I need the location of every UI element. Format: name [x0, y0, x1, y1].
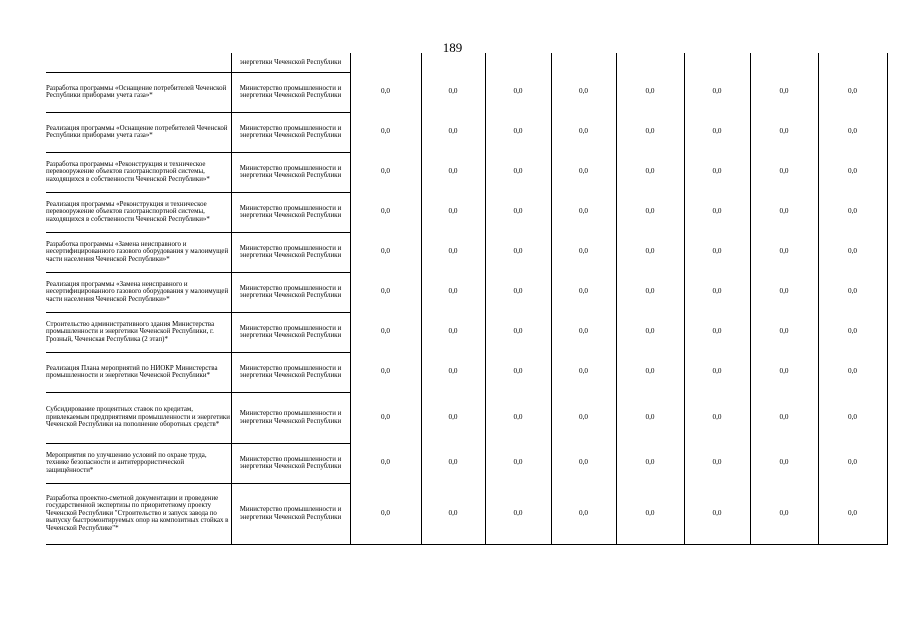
value-text: 0,0 — [513, 127, 523, 136]
value-text: 0,0 — [579, 87, 588, 96]
value-cell — [551, 232, 616, 272]
measure-name-cell: Реализация программы «Оснащение потребителей Чеченской Республики приборами учета газа»* — [46, 112, 231, 152]
value-text: 0,0 — [779, 458, 789, 467]
value-cell — [551, 272, 616, 312]
measure-name-cell: Разработка проектно-сметной документации и проведение государственной экспертизы по приоритетному проекту Чеченской Республики "Строительство и запуск завода по выпуску быстромонтируемых опор на композитных стойках в Чеченской Республике"* — [46, 483, 231, 544]
measure-name-cell: Строительство административного здания Министерства промышленности и энергетики Чеченской Республики, г. Грозный, Чеченская Республика (2 этап)* — [46, 312, 231, 352]
value-cell — [818, 272, 887, 312]
value-cell — [350, 483, 421, 544]
value-cell — [684, 352, 750, 392]
value-text: 0,0 — [513, 327, 523, 336]
value-cell — [485, 352, 551, 392]
value-text: 0,0 — [579, 127, 588, 136]
value-cell — [421, 392, 485, 443]
value-cell — [551, 483, 616, 544]
measure-name-cell: Мероприятия по улучшению условий по охране труда, технике безопасности и антитеррористической защищённости* — [46, 443, 231, 483]
value-text: 0,0 — [381, 367, 390, 376]
value-cell — [750, 53, 818, 72]
value-text: 0,0 — [779, 167, 789, 176]
value-cell — [684, 272, 750, 312]
value-text: 0,0 — [381, 167, 390, 176]
value-text: 0,0 — [513, 508, 523, 517]
value-cell — [616, 392, 684, 443]
value-text: 0,0 — [381, 247, 390, 256]
table-row — [46, 392, 887, 443]
value-text: 0,0 — [779, 207, 789, 216]
value-text: 0,0 — [779, 127, 789, 136]
value-cell — [485, 443, 551, 483]
value-text: 0,0 — [448, 508, 458, 517]
value-text: 0,0 — [645, 127, 655, 136]
value-cell — [350, 53, 421, 72]
measure-name-cell: Разработка программы «Оснащение потребителей Чеченской Республики приборами учета газа»* — [46, 72, 231, 112]
value-cell — [684, 192, 750, 232]
value-cell — [551, 352, 616, 392]
value-text: 0,0 — [448, 247, 458, 256]
measure-name-cell: Реализация Плана мероприятий по НИОКР Министерства промышленности и энергетики Чеченской Республики* — [46, 352, 231, 392]
table-row — [46, 152, 887, 192]
value-cell — [485, 192, 551, 232]
table-body — [46, 72, 887, 544]
value-cell — [818, 53, 887, 72]
value-cell — [421, 232, 485, 272]
value-cell — [818, 232, 887, 272]
value-cell — [485, 312, 551, 352]
value-cell — [750, 152, 818, 192]
executor-cell: Министерство промышленности и энергетики Чеченской Республики — [231, 352, 350, 392]
value-text: 0,0 — [848, 87, 857, 96]
value-cell — [616, 443, 684, 483]
value-cell — [818, 392, 887, 443]
value-cell — [750, 232, 818, 272]
executor-cell: Министерство промышленности и энергетики Чеченской Республики — [231, 272, 350, 312]
table-row — [46, 312, 887, 352]
value-cell — [485, 483, 551, 544]
measure-name-cell: Субсидирование процентных ставок по кредитам, привлекаемым предприятиями промышленности и энергетики Чеченской Республики на пополнение оборотных средств* — [46, 392, 231, 443]
value-text: 0,0 — [579, 207, 588, 216]
value-text: 0,0 — [513, 87, 523, 96]
value-cell — [684, 392, 750, 443]
value-cell — [684, 443, 750, 483]
value-cell — [485, 152, 551, 192]
value-cell — [684, 112, 750, 152]
value-cell — [818, 72, 887, 112]
value-cell — [421, 152, 485, 192]
value-text: 0,0 — [448, 412, 458, 421]
value-cell — [421, 112, 485, 152]
value-text: 0,0 — [645, 207, 655, 216]
measure-name-cell: Разработка программы «Реконструкция и техническое перевооружение объектов газотранспортной системы, находящихся в собственности Чеченской Республики»* — [46, 152, 231, 192]
value-cell — [818, 192, 887, 232]
executor-cell: Министерство промышленности и энергетики Чеченской Республики — [231, 232, 350, 272]
value-text: 0,0 — [513, 207, 523, 216]
value-cell — [350, 152, 421, 192]
value-text: 0,0 — [779, 412, 789, 421]
value-cell — [350, 112, 421, 152]
value-text: 0,0 — [448, 458, 458, 467]
value-text: 0,0 — [645, 508, 655, 517]
value-text: 0,0 — [579, 458, 588, 467]
value-cell — [684, 72, 750, 112]
value-cell — [616, 312, 684, 352]
value-cell — [750, 272, 818, 312]
value-cell — [818, 443, 887, 483]
value-cell — [350, 352, 421, 392]
value-cell — [818, 483, 887, 544]
value-text: 0,0 — [779, 247, 789, 256]
value-text: 0,0 — [645, 367, 655, 376]
value-cell — [485, 72, 551, 112]
value-text: 0,0 — [712, 412, 722, 421]
value-text: 0,0 — [513, 412, 523, 421]
table-row — [46, 72, 887, 112]
value-cell — [421, 192, 485, 232]
value-cell — [350, 443, 421, 483]
value-text: 0,0 — [712, 207, 722, 216]
value-cell — [485, 112, 551, 152]
value-text: 0,0 — [645, 87, 655, 96]
executor-cell: Министерство промышленности и энергетики Чеченской Республики — [231, 72, 350, 112]
executor-cell: Министерство промышленности и энергетики Чеченской Республики — [231, 312, 350, 352]
value-text: 0,0 — [779, 287, 789, 296]
value-text: 0,0 — [513, 458, 523, 467]
value-text: 0,0 — [712, 127, 722, 136]
value-text: 0,0 — [645, 327, 655, 336]
program-table — [46, 53, 888, 545]
value-text: 0,0 — [513, 167, 523, 176]
value-cell — [818, 152, 887, 192]
value-cell — [421, 72, 485, 112]
value-text: 0,0 — [848, 287, 857, 296]
value-cell — [421, 53, 485, 72]
value-cell — [350, 312, 421, 352]
value-text: 0,0 — [712, 367, 722, 376]
value-text: 0,0 — [381, 458, 390, 467]
value-cell — [551, 392, 616, 443]
value-cell — [421, 483, 485, 544]
value-text: 0,0 — [848, 127, 857, 136]
value-text: 0,0 — [579, 327, 588, 336]
value-cell — [684, 312, 750, 352]
value-cell — [616, 232, 684, 272]
value-text: 0,0 — [381, 412, 390, 421]
value-text: 0,0 — [779, 327, 789, 336]
value-text: 0,0 — [712, 247, 722, 256]
value-text: 0,0 — [712, 458, 722, 467]
value-cell — [551, 112, 616, 152]
value-cell — [616, 352, 684, 392]
value-cell — [551, 443, 616, 483]
value-cell — [750, 443, 818, 483]
value-text: 0,0 — [579, 412, 588, 421]
value-text: 0,0 — [448, 367, 458, 376]
executor-cell: Министерство промышленности и энергетики Чеченской Республики — [231, 443, 350, 483]
value-cell — [616, 53, 684, 72]
value-cell — [750, 483, 818, 544]
value-cell — [485, 232, 551, 272]
value-cell — [350, 232, 421, 272]
value-text: 0,0 — [712, 508, 722, 517]
value-cell — [616, 112, 684, 152]
value-text: 0,0 — [645, 247, 655, 256]
value-cell — [750, 72, 818, 112]
value-text: 0,0 — [381, 287, 390, 296]
table-row — [46, 483, 887, 544]
value-cell — [485, 272, 551, 312]
table-row — [46, 192, 887, 232]
value-cell — [421, 312, 485, 352]
value-text: 0,0 — [448, 327, 458, 336]
value-text: 0,0 — [579, 367, 588, 376]
value-cell — [485, 53, 551, 72]
measure-name-cell: Разработка программы «Замена неисправного и несертифицированного газового оборудования у малоимущей части населения Чеченской Республики»* — [46, 232, 231, 272]
value-text: 0,0 — [513, 247, 523, 256]
value-text: 0,0 — [848, 167, 857, 176]
value-text: 0,0 — [712, 287, 722, 296]
value-cell — [818, 312, 887, 352]
table-row — [46, 232, 887, 272]
value-cell — [684, 152, 750, 192]
value-text: 0,0 — [712, 167, 722, 176]
measure-name-cell: Реализация программы «Реконструкция и техническое перевооружение объектов газотранспортной системы, находящихся в собственности Чеченской Республики»* — [46, 192, 231, 232]
value-cell — [616, 192, 684, 232]
value-text: 0,0 — [579, 508, 588, 517]
value-text: 0,0 — [448, 287, 458, 296]
value-cell — [350, 272, 421, 312]
value-cell — [551, 312, 616, 352]
value-cell — [616, 72, 684, 112]
value-text: 0,0 — [645, 412, 655, 421]
value-cell — [616, 272, 684, 312]
value-cell — [421, 272, 485, 312]
value-text: 0,0 — [779, 508, 789, 517]
value-text: 0,0 — [381, 207, 390, 216]
value-cell — [818, 112, 887, 152]
value-cell — [551, 152, 616, 192]
value-cell — [684, 483, 750, 544]
measure-name-cell — [46, 53, 231, 72]
executor-cell: Министерство промышленности и энергетики Чеченской Республики — [231, 192, 350, 232]
value-text: 0,0 — [779, 87, 789, 96]
value-text: 0,0 — [448, 207, 458, 216]
value-text: 0,0 — [848, 458, 857, 467]
value-text: 0,0 — [779, 367, 789, 376]
value-text: 0,0 — [579, 247, 588, 256]
value-cell — [750, 192, 818, 232]
value-cell — [350, 392, 421, 443]
value-text: 0,0 — [448, 87, 458, 96]
value-cell — [616, 483, 684, 544]
table-row — [46, 352, 887, 392]
value-text: 0,0 — [381, 87, 390, 96]
value-text: 0,0 — [848, 508, 857, 517]
value-text: 0,0 — [513, 287, 523, 296]
page-number: 189 — [442, 40, 463, 55]
value-cell — [750, 352, 818, 392]
value-text: 0,0 — [712, 327, 722, 336]
value-cell — [684, 232, 750, 272]
value-cell — [818, 352, 887, 392]
value-text: 0,0 — [381, 327, 390, 336]
value-text: 0,0 — [448, 127, 458, 136]
table-row — [46, 272, 887, 312]
executor-cell: энергетики Чеченской Республики — [231, 53, 350, 72]
value-cell — [421, 443, 485, 483]
value-text: 0,0 — [381, 508, 390, 517]
executor-cell: Министерство промышленности и энергетики Чеченской Республики — [231, 112, 350, 152]
value-text: 0,0 — [712, 87, 722, 96]
value-cell — [350, 192, 421, 232]
executor-cell: Министерство промышленности и энергетики Чеченской Республики — [231, 483, 350, 544]
value-cell — [485, 392, 551, 443]
table-row — [46, 443, 887, 483]
continuation-row — [46, 53, 887, 72]
value-text: 0,0 — [645, 287, 655, 296]
executor-cell: Министерство промышленности и энергетики Чеченской Республики — [231, 152, 350, 192]
value-text: 0,0 — [513, 367, 523, 376]
value-cell — [616, 152, 684, 192]
value-cell — [421, 352, 485, 392]
value-text: 0,0 — [381, 127, 390, 136]
value-text: 0,0 — [848, 327, 857, 336]
value-text: 0,0 — [645, 458, 655, 467]
value-text: 0,0 — [579, 287, 588, 296]
value-text: 0,0 — [579, 167, 588, 176]
value-cell — [551, 192, 616, 232]
value-cell — [684, 53, 750, 72]
value-text: 0,0 — [848, 207, 857, 216]
table-row — [46, 112, 887, 152]
value-text: 0,0 — [848, 412, 857, 421]
value-text: 0,0 — [848, 247, 857, 256]
value-cell — [551, 72, 616, 112]
value-cell — [551, 53, 616, 72]
value-text: 0,0 — [448, 167, 458, 176]
value-cell — [350, 72, 421, 112]
value-text: 0,0 — [645, 167, 655, 176]
value-cell — [750, 112, 818, 152]
measure-name-cell: Реализация программы «Замена неисправного и несертифицированного газового оборудования у малоимущей части населения Чеченской Республики»* — [46, 272, 231, 312]
value-cell — [750, 392, 818, 443]
value-text: 0,0 — [848, 367, 857, 376]
executor-cell: Министерство промышленности и энергетики Чеченской Республики — [231, 392, 350, 443]
value-cell — [750, 312, 818, 352]
